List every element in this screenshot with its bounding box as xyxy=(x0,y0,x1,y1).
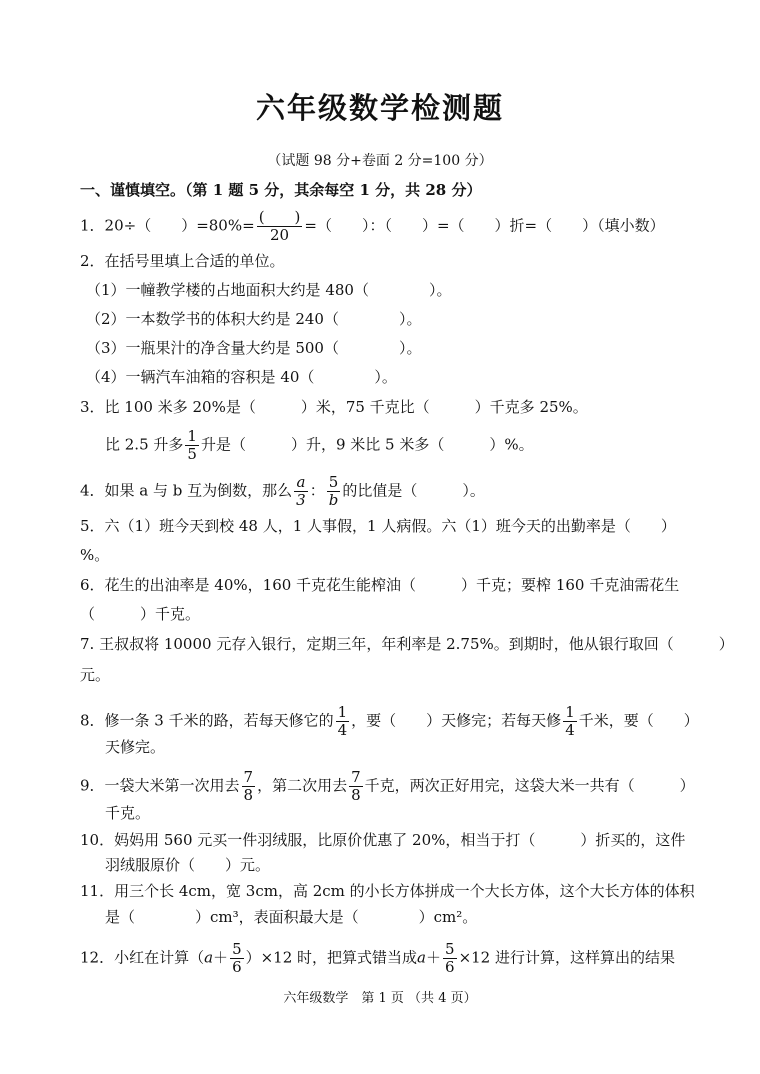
question-5-line-2: %。 xyxy=(80,546,110,564)
fraction: $\frac{7}{8}$ xyxy=(243,768,254,804)
question-2-item: （3）一瓶果汁的净含量大约是 500（ ）。 xyxy=(86,339,422,357)
fraction: $\frac{1}{5}$ xyxy=(187,427,197,463)
fraction: $\frac{5}{b}$ xyxy=(328,473,339,509)
page-footer: 六年级数学 第 1 页 （共 4 页） xyxy=(283,991,477,1006)
question-9-line-2: 千克。 xyxy=(105,804,151,822)
question-9: 9．一袋大米第一次用去 $\frac{7}{8}$ ，第二次用去 $\frac{7}{8}$ 千克，两次正好用完，这袋大米一共有（ ） xyxy=(80,768,695,804)
fraction: $\frac{( )}{20}$ xyxy=(258,208,301,244)
score-note: （试题 98 分+卷面 2 分=100 分） xyxy=(267,153,493,169)
page-title: 六年级数学检测题 xyxy=(255,91,504,125)
question-2-item: （2）一本数学书的体积大约是 240（ ）。 xyxy=(86,310,422,328)
fraction: $\frac{5}{6}$ xyxy=(445,940,455,976)
fraction: $\frac{1}{4}$ xyxy=(565,703,575,739)
fraction: $\frac{1}{4}$ xyxy=(337,703,348,739)
question-7-line-2: 元。 xyxy=(80,666,111,684)
question-10-line-2: 羽绒服原价（ ）元。 xyxy=(105,856,271,874)
fraction: $\frac{5}{6}$ xyxy=(232,940,242,976)
question-11-line-2: 是（ ）cm³，表面积最大是（ ）cm²。 xyxy=(105,908,478,926)
question-12: 12．小红在计算（a＋ $\frac{5}{6}$ ）×12 时，把算式错当成a＋ $\frac{5}{6}$ ×12 进行计算，这样算出的结果 xyxy=(80,940,675,976)
question-8-line-2: 天修完。 xyxy=(105,738,166,756)
fraction: $\frac{7}{8}$ xyxy=(351,768,361,804)
question-4: 4．如果 a 与 b 互为倒数，那么 $\frac{a}{3}$ ： $\frac{5}{b}$ 的比值是（ ）。 xyxy=(80,473,485,509)
question-10: 10．妈妈用 560 元买一件羽绒服，比原价优惠了 20%，相当于打（ ）折买的，这件 xyxy=(80,831,686,849)
section-heading: 一、谨慎填空。（第 1 题 5 分，其余每空 1 分，共 28 分） xyxy=(80,181,482,199)
question-7: 7. 王叔叔将 10000 元存入银行，定期三年，年利率是 2.75%。到期时，他从银行取回（ ） xyxy=(80,635,734,653)
question-6-line-2: （ ）千克。 xyxy=(80,605,201,623)
question-11: 11．用三个长 4cm，宽 3cm，高 2cm 的小长方体拼成一个大长方体，这个大长方体的体积 xyxy=(80,882,695,900)
question-8: 8．修一条 3 千米的路，若每天修它的 $\frac{1}{4}$ ，要（ ）天修完；若每天修 $\frac{1}{4}$ 千米，要（ ） xyxy=(80,703,699,739)
question-6: 6．花生的出油率是 40%，160 千克花生能榨油（ ）千克；要榨 160 千克油需花生 xyxy=(80,576,680,594)
question-2-item: （4）一辆汽车油箱的容积是 40（ ）。 xyxy=(86,368,397,386)
question-2: 2．在括号里填上合适的单位。 xyxy=(80,252,285,270)
fraction: $\frac{a}{3}$ xyxy=(296,473,306,509)
question-3-line-2: 比 2.5 升多 $\frac{1}{5}$ 升是（ ）升，9 米比 5 米多（ ）%。 xyxy=(105,427,534,463)
question-3: 3．比 100 米多 20%是（ ）米，75 千克比（ ）千克多 25%。 xyxy=(80,398,588,416)
question-1: 1．20÷（ ）=80%= $\frac{( )}{20}$ =（ ）：（ ）=（ ）折=（ ）（填小数） xyxy=(80,208,665,244)
question-5: 5．六（1）班今天到校 48 人，1 人事假，1 人病假。六（1）班今天的出勤率是（ ） xyxy=(80,517,676,535)
question-2-item: （1）一幢教学楼的占地面积大约是 480（ ）。 xyxy=(86,281,452,299)
